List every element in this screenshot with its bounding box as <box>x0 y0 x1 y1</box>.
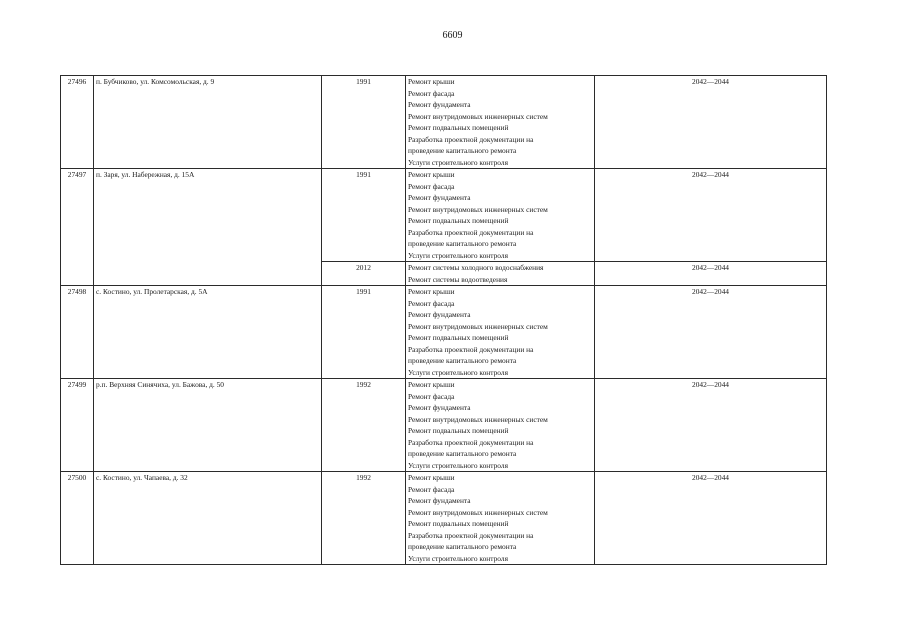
work-item: проведение капитального ремонта <box>408 239 517 248</box>
period-cell: 2042—2044 <box>595 169 827 262</box>
work-item: Ремонт системы водоотведения <box>408 274 508 284</box>
work-item: Ремонт крыши <box>408 380 455 389</box>
work-item: Ремонт подвальных помещений <box>408 426 509 435</box>
work-item: Ремонт крыши <box>408 473 455 482</box>
year-cell: 1992 <box>322 472 406 565</box>
work-item: Ремонт фундамента <box>408 403 471 412</box>
work-item: Ремонт фасада <box>408 88 455 98</box>
address-cell: р.п. Верхняя Синячиха, ул. Бажова, д. 50 <box>94 379 322 472</box>
work-item: Ремонт внутридомовых инженерных систем <box>408 204 548 214</box>
address-cell: с. Костино, ул. Пролетарская, д. 5А <box>94 286 322 379</box>
work-item: Разработка проектной документации на <box>408 344 534 354</box>
work-item: Услуги строительного контроля <box>408 250 508 260</box>
period-cell: 2042—2044 <box>595 76 827 169</box>
work-item: Ремонт подвальных помещений <box>408 333 509 342</box>
table-row <box>61 76 827 169</box>
work-item: Ремонт системы холодного водоснабжения <box>408 263 544 272</box>
work-item: Услуги строительного контроля <box>408 367 508 377</box>
work-item: Ремонт фундамента <box>408 193 471 202</box>
year-cell: 1991 <box>322 169 406 262</box>
row-number: 27498 <box>61 286 94 379</box>
work-item: Ремонт подвальных помещений <box>408 216 509 225</box>
work-item: Ремонт подвальных помещений <box>408 123 509 132</box>
work-item: проведение капитального ремонта <box>408 542 517 551</box>
table-row <box>61 169 827 262</box>
work-item: Ремонт крыши <box>408 77 455 86</box>
works-cell <box>406 169 595 262</box>
table-row <box>61 379 827 472</box>
works-cell <box>406 379 595 472</box>
address-cell: с. Костино, ул. Чапаева, д. 32 <box>94 472 322 565</box>
work-item: Ремонт внутридомовых инженерных систем <box>408 507 548 517</box>
period-cell: 2042—2044 <box>595 262 827 286</box>
year-cell: 1991 <box>322 286 406 379</box>
period-cell: 2042—2044 <box>595 472 827 565</box>
work-item: Ремонт внутридомовых инженерных систем <box>408 111 548 121</box>
work-item: Услуги строительного контроля <box>408 157 508 167</box>
work-item: Ремонт внутридомовых инженерных систем <box>408 321 548 331</box>
work-item: Ремонт фундамента <box>408 100 471 109</box>
work-item: проведение капитального ремонта <box>408 449 517 458</box>
work-item: Услуги строительного контроля <box>408 553 508 563</box>
work-item: Разработка проектной документации на <box>408 134 534 144</box>
works-cell <box>406 262 595 286</box>
work-item: Ремонт фасада <box>408 484 455 494</box>
work-item: Разработка проектной документации на <box>408 437 534 447</box>
work-item: проведение капитального ремонта <box>408 146 517 155</box>
work-item: Ремонт фундамента <box>408 496 471 505</box>
row-number: 27497 <box>61 169 94 286</box>
works-cell <box>406 286 595 379</box>
row-number: 27496 <box>61 76 94 169</box>
work-item: Ремонт крыши <box>408 170 455 179</box>
year-cell: 1992 <box>322 379 406 472</box>
table-row <box>61 472 827 565</box>
work-item: Разработка проектной документации на <box>408 530 534 540</box>
work-item: Ремонт фасада <box>408 391 455 401</box>
work-item: Ремонт крыши <box>408 287 455 296</box>
work-item: Разработка проектной документации на <box>408 227 534 237</box>
year-cell: 1991 <box>322 76 406 169</box>
work-item: Ремонт подвальных помещений <box>408 519 509 528</box>
row-number: 27499 <box>61 379 94 472</box>
work-item: Услуги строительного контроля <box>408 460 508 470</box>
page-number: 6609 <box>442 30 463 41</box>
address-cell: п. Бубчиково, ул. Комсомольская, д. 9 <box>94 76 322 169</box>
work-item: Ремонт фасада <box>408 181 455 191</box>
address-cell: п. Заря, ул. Набережная, д. 15А <box>94 169 322 286</box>
work-item: Ремонт внутридомовых инженерных систем <box>408 414 548 424</box>
row-number: 27500 <box>61 472 94 565</box>
year-cell: 2012 <box>322 262 406 286</box>
period-cell: 2042—2044 <box>595 379 827 472</box>
work-item: Ремонт фундамента <box>408 310 471 319</box>
work-item: Ремонт фасада <box>408 298 455 308</box>
works-cell <box>406 472 595 565</box>
period-cell: 2042—2044 <box>595 286 827 379</box>
capital-repair-table <box>60 75 827 565</box>
works-cell <box>406 76 595 169</box>
table-row <box>61 286 827 379</box>
work-item: проведение капитального ремонта <box>408 356 517 365</box>
